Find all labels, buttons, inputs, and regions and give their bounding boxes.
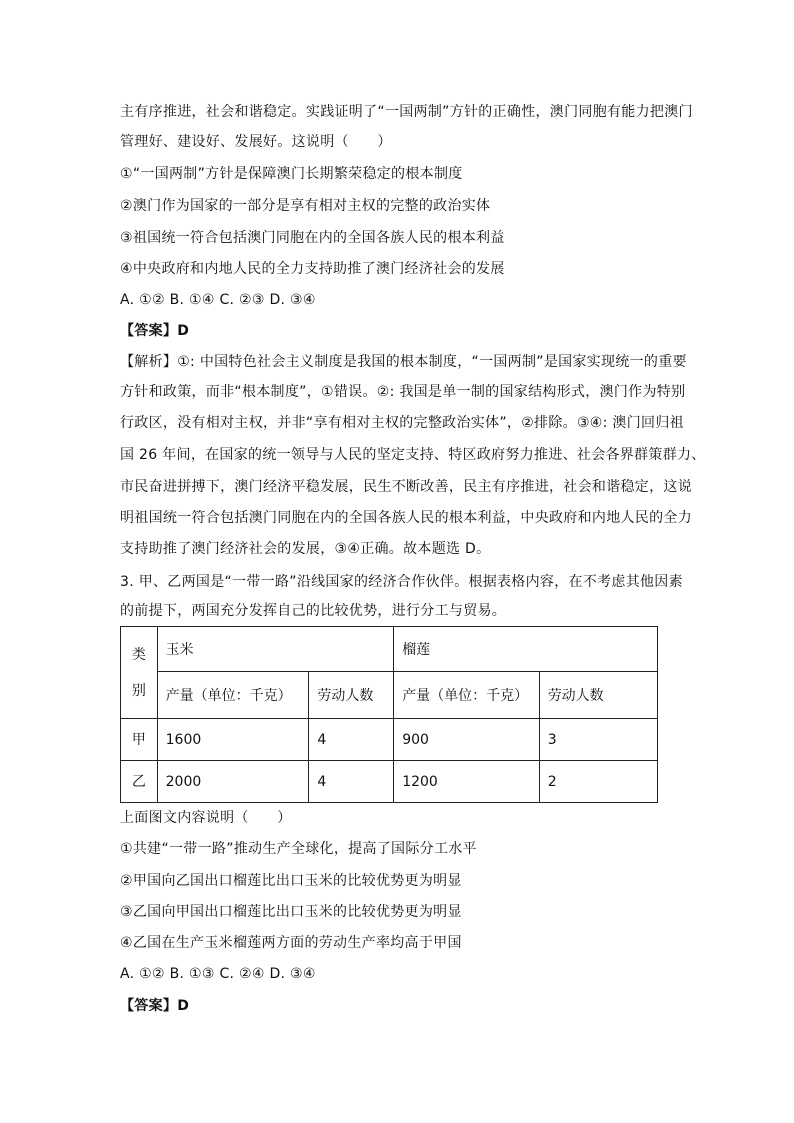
table-row xyxy=(121,761,658,803)
analysis-line: 方针和政策，而非“根本制度”，①错误。②: 我国是单一制的国家结构形式，澳门作为特别 xyxy=(120,384,686,400)
table-header-row xyxy=(121,627,658,672)
category-header xyxy=(121,627,158,719)
analysis-line: 国 26 年间，在国家的统一领导与人民的坚定支持、特区政府努力推进、社会各界群策群力、 xyxy=(120,447,706,463)
analysis-line: 支持助推了澳门经济社会的发展，③④正确。故本题选 D。 xyxy=(120,541,491,557)
group-header-corn: 玉米 xyxy=(157,627,394,672)
option-1: ①“一国两制”方针是保障澳门长期繁荣稳定的根本制度 xyxy=(120,166,463,182)
country-cell: 乙 xyxy=(121,761,158,803)
paragraph-line: 主有序推进，社会和谐稳定。实践证明了“一国两制”方针的正确性，澳门同胞有能力把澳门 xyxy=(120,104,693,120)
question-3-stem: 的前提下，两国充分发挥自己的比较优势，进行分工与贸易。 xyxy=(120,603,507,619)
corn-labor-cell: 4 xyxy=(309,761,394,803)
durian-output-cell: 1200 xyxy=(394,761,540,803)
option-1: ①共建“一带一路”推动生产全球化，提高了国际分工水平 xyxy=(120,841,477,857)
option-3: ③祖国统一符合包括澳门同胞在内的全国各族人民的根本利益 xyxy=(120,230,505,246)
country-cell: 甲 xyxy=(121,719,158,761)
option-4: ④中央政府和内地人民的全力支持助推了澳门经济社会的发展 xyxy=(120,261,505,277)
table-row xyxy=(121,719,658,761)
answer: 【答案】D xyxy=(120,323,190,339)
paragraph-line: 管理好、建设好、发展好。这说明（ ） xyxy=(120,134,392,150)
subheader-corn-output: 产量（单位：千克） xyxy=(157,672,309,719)
corn-output-cell: 2000 xyxy=(157,761,309,803)
answer: 【答案】D xyxy=(120,998,190,1014)
durian-labor-cell: 2 xyxy=(539,761,657,803)
option-2: ②澳门作为国家的一部分是享有相对主权的完整的政治实体 xyxy=(120,198,491,214)
analysis-line: 行政区，没有相对主权，并非“享有相对主权的完整政治实体”，②排除。③④: 澳门回归祖 xyxy=(120,415,684,431)
subheader-corn-labor: 劳动人数 xyxy=(309,672,394,719)
durian-output-cell: 900 xyxy=(394,719,540,761)
choices: A. ①② B. ①④ C. ②③ D. ③④ xyxy=(120,292,316,308)
table-subheader-row xyxy=(121,672,658,719)
option-2: ②甲国向乙国出口榴莲比出口玉米的比较优势更为明显 xyxy=(120,873,462,889)
choices: A. ①② B. ①③ C. ②④ D. ③④ xyxy=(120,966,316,982)
analysis-line: 市民奋进拼搏下，澳门经济平稳发展，民生不断改善，民主有序推进，社会和谐稳定，这说 xyxy=(120,479,692,495)
question-3-prompt: 上面图文内容说明（ ） xyxy=(120,810,292,826)
category-label: 类 别 xyxy=(131,646,146,699)
subheader-durian-output: 产量（单位：千克） xyxy=(394,672,540,719)
subheader-durian-labor: 劳动人数 xyxy=(539,672,657,719)
option-3: ③乙国向甲国出口榴莲比出口玉米的比较优势更为明显 xyxy=(120,904,462,920)
corn-labor-cell: 4 xyxy=(309,719,394,761)
analysis-line: 【解析】①: 中国特色社会主义制度是我国的根本制度，“一国两制”是国家实现统一的重要 xyxy=(120,354,687,370)
analysis-line: 明祖国统一符合包括澳门同胞在内的全国各族人民的根本利益，中央政府和内地人民的全力 xyxy=(120,510,692,526)
comparison-table xyxy=(120,626,658,803)
durian-labor-cell: 3 xyxy=(539,719,657,761)
question-3-stem: 3. 甲、乙两国是“一带一路”沿线国家的经济合作伙伴。根据表格内容，在不考虑其他因素 xyxy=(120,574,683,590)
group-header-durian: 榴莲 xyxy=(394,627,658,672)
corn-output-cell: 1600 xyxy=(157,719,309,761)
option-4: ④乙国在生产玉米榴莲两方面的劳动生产率均高于甲国 xyxy=(120,935,462,951)
